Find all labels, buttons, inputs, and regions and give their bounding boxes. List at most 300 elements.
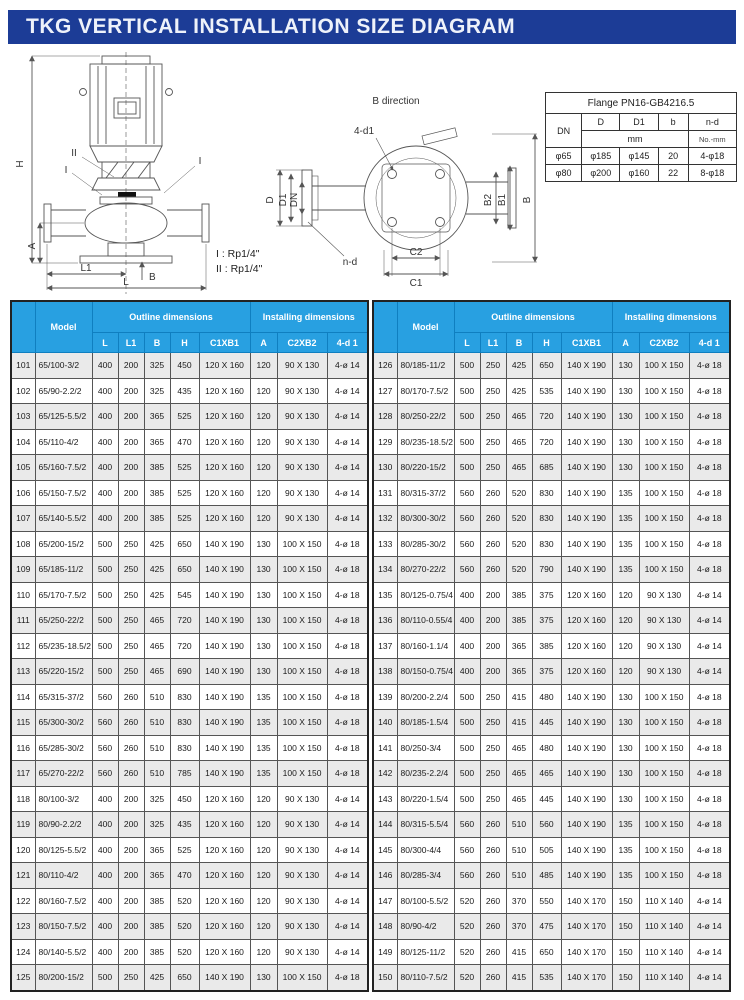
row-number: 124 [11,939,35,965]
dimension-cell: 90 X 130 [277,404,327,430]
header-col-l: L [92,333,118,353]
header-outline: Outline dimensions [92,301,250,333]
dimension-cell: 260 [480,506,506,532]
dimension-cell: 650 [170,557,199,583]
dimension-cell: 4-ø 18 [327,761,368,787]
dimension-cell: 120 [250,429,277,455]
table-row [373,786,730,812]
flange-col-nd: n-d [688,114,736,131]
dimension-cell: 140 X 170 [561,965,612,991]
row-number: 136 [373,608,397,634]
dimension-cell: 110 X 140 [639,965,689,991]
dimension-cell: 140 X 190 [199,659,250,685]
dimension-cell: 135 [250,710,277,736]
row-number: 122 [11,888,35,914]
row-number: 111 [11,608,35,634]
dimension-cell: 4-ø 18 [327,684,368,710]
dimension-cell: 140 X 190 [561,404,612,430]
dimension-cell: 4-ø 14 [689,608,730,634]
dimension-cell: 135 [612,480,639,506]
dimension-cell: 415 [506,965,532,991]
model-cell: 80/90-2.2/2 [35,812,92,838]
dimension-cell: 250 [480,786,506,812]
dimension-cell: 510 [144,684,170,710]
dimension-cell: 375 [532,608,561,634]
dimension-cell: 400 [454,582,480,608]
row-number: 103 [11,404,35,430]
dim-label-l1: L1 [80,263,92,274]
flange-cell: φ185 [582,148,620,165]
dimension-cell: 365 [144,837,170,863]
flange-row [546,148,737,165]
dimension-cell: 325 [144,812,170,838]
dimension-cell: 120 X 160 [199,404,250,430]
header-installing: Installing dimensions [612,301,730,333]
dimension-cell: 520 [170,914,199,940]
dimension-cell: 505 [532,837,561,863]
dimension-cell: 140 X 190 [561,863,612,889]
dimension-cell: 100 X 150 [639,378,689,404]
dimension-cell: 130 [250,582,277,608]
flange-col-b: b [658,114,688,131]
model-cell: 65/185-11/2 [35,557,92,583]
dimension-cell: 120 [250,353,277,379]
dimension-cell: 650 [170,965,199,991]
dimension-cell: 260 [118,735,144,761]
dimension-cell: 120 X 160 [199,353,250,379]
dimension-cell: 140 X 190 [199,582,250,608]
row-number: 147 [373,888,397,914]
row-number: 112 [11,633,35,659]
dimension-cell: 120 [250,786,277,812]
dimension-cell: 90 X 130 [277,863,327,889]
dimension-cell: 4-ø 18 [327,965,368,991]
dimension-cell: 130 [250,531,277,557]
model-cell: 65/100-3/2 [35,353,92,379]
dimension-cell: 385 [532,633,561,659]
dimension-cell: 100 X 150 [639,404,689,430]
dimension-cell: 415 [506,939,532,965]
dimension-cell: 250 [118,965,144,991]
flange-cell: φ160 [620,165,658,182]
dimension-cell: 375 [532,659,561,685]
header-installing: Installing dimensions [250,301,368,333]
dimension-cell: 385 [144,914,170,940]
row-number: 123 [11,914,35,940]
dimension-cell: 100 X 150 [639,812,689,838]
dimension-cell: 120 [612,608,639,634]
dimension-cell: 140 X 190 [199,684,250,710]
dimension-cell: 520 [506,480,532,506]
dimension-cell: 560 [92,710,118,736]
dimension-cell: 4-ø 14 [327,914,368,940]
dimension-cell: 260 [118,710,144,736]
dimension-cell: 450 [170,353,199,379]
dimension-cell: 130 [612,455,639,481]
dimension-cell: 100 X 150 [277,710,327,736]
dimension-cell: 140 X 190 [561,684,612,710]
dimension-cell: 525 [170,455,199,481]
dimension-cell: 135 [612,557,639,583]
row-number: 133 [373,531,397,557]
dimension-cell: 4-ø 18 [689,378,730,404]
header-col-h: H [532,333,561,353]
row-number: 118 [11,786,35,812]
dimension-cell: 4-ø 14 [327,429,368,455]
dimension-cell: 250 [118,608,144,634]
dimension-cell: 260 [480,939,506,965]
dimension-cell: 500 [454,684,480,710]
row-number: 132 [373,506,397,532]
dimension-cell: 4-ø 18 [689,786,730,812]
model-cell: 80/200-2.2/4 [397,684,454,710]
dimension-cell: 150 [612,939,639,965]
dimension-cell: 425 [144,965,170,991]
port-label-i-left: I [64,165,68,176]
header-no-col [373,301,397,353]
dimension-cell: 200 [118,429,144,455]
flange-col-d: D [582,114,620,131]
dimension-cell: 425 [506,378,532,404]
dimension-cell: 140 X 190 [199,761,250,787]
table-row [11,965,368,991]
model-cell: 80/315-5.5/4 [397,812,454,838]
header-col-4d1: 4-d 1 [689,333,730,353]
dimension-cell: 385 [144,480,170,506]
dimension-cell: 140 X 190 [199,735,250,761]
dimension-cell: 120 X 160 [199,863,250,889]
dimension-cell: 200 [118,404,144,430]
dimension-cell: 400 [92,353,118,379]
row-number: 143 [373,786,397,812]
table-row [11,608,368,634]
model-cell: 80/220-1.5/4 [397,786,454,812]
dimension-cell: 4-ø 14 [327,480,368,506]
dimension-cell: 150 [612,888,639,914]
header-col-b: B [144,333,170,353]
row-number: 109 [11,557,35,583]
dimension-cell: 510 [506,812,532,838]
dimension-cell: 200 [118,863,144,889]
dimension-cell: 200 [480,659,506,685]
dimension-cell: 250 [480,710,506,736]
dimension-cell: 135 [250,684,277,710]
dimension-cell: 150 [612,914,639,940]
row-number: 140 [373,710,397,736]
dimension-cell: 100 X 150 [639,353,689,379]
flange-cell: φ145 [620,148,658,165]
dimension-cell: 510 [506,837,532,863]
dimension-cell: 140 X 190 [561,429,612,455]
dimension-cell: 90 X 130 [277,378,327,404]
dimension-cell: 260 [480,863,506,889]
row-number: 126 [373,353,397,379]
dimension-cell: 4-ø 18 [327,735,368,761]
dimension-cell: 325 [144,378,170,404]
dimension-cell: 520 [454,965,480,991]
row-number: 125 [11,965,35,991]
table-row [373,455,730,481]
dimension-cell: 425 [144,557,170,583]
model-cell: 80/185-1.5/4 [397,710,454,736]
dimension-cell: 720 [170,608,199,634]
dimension-cell: 535 [532,378,561,404]
b-direction-title: B direction [372,96,420,107]
dimension-cell: 520 [454,888,480,914]
flange-cell: φ200 [582,165,620,182]
dimension-cell: 130 [250,659,277,685]
flange-cell: 8-φ18 [688,165,736,182]
dimension-cell: 400 [92,786,118,812]
dim-label-d1: D1 [278,193,289,207]
dimension-cell: 200 [118,812,144,838]
model-cell: 80/100-3/2 [35,786,92,812]
dimension-cell: 4-ø 14 [327,506,368,532]
dimension-cell: 140 X 190 [561,353,612,379]
dimension-cell: 260 [480,888,506,914]
dimension-cell: 120 X 160 [199,812,250,838]
dimension-cell: 135 [612,506,639,532]
row-number: 120 [11,837,35,863]
dimension-cell: 140 X 190 [561,378,612,404]
model-cell: 65/315-37/2 [35,684,92,710]
table-row [373,404,730,430]
table-row [373,684,730,710]
dimension-cell: 100 X 150 [639,735,689,761]
diagram-zone [0,44,744,296]
row-number: 139 [373,684,397,710]
row-number: 144 [373,812,397,838]
table-row [11,914,368,940]
model-cell: 80/270-22/2 [397,557,454,583]
table-row [11,710,368,736]
dimension-cell: 4-ø 18 [689,404,730,430]
dimension-cell: 535 [532,965,561,991]
dimension-cell: 100 X 150 [277,633,327,659]
header-col-4d1: 4-d 1 [327,333,368,353]
dimension-cell: 200 [118,506,144,532]
row-number: 113 [11,659,35,685]
dimension-cell: 560 [454,863,480,889]
header-col-l1: L1 [480,333,506,353]
dim-label-dn: DN [289,192,300,208]
model-cell: 80/125-0.75/4 [397,582,454,608]
table-row [11,480,368,506]
table-row [11,761,368,787]
row-number: 115 [11,710,35,736]
dimension-cell: 500 [92,633,118,659]
dimension-cell: 500 [92,965,118,991]
dimension-cell: 200 [118,939,144,965]
header-col-h: H [170,333,199,353]
dimension-cell: 130 [250,633,277,659]
dimension-cell: 400 [92,506,118,532]
dimension-cell: 260 [480,480,506,506]
table-row [11,939,368,965]
dimension-cell: 385 [144,455,170,481]
dimension-cell: 4-ø 14 [327,786,368,812]
dimension-cell: 200 [118,480,144,506]
row-number: 149 [373,939,397,965]
model-cell: 80/160-1.1/4 [397,633,454,659]
header-no-col [11,301,35,353]
flange-table-title: Flange PN16-GB4216.5 [546,93,737,114]
dimension-cell: 100 X 150 [277,965,327,991]
dimension-cell: 250 [480,455,506,481]
dimension-cell: 830 [170,735,199,761]
port-note-ii: II : Rp1/4" [216,263,263,275]
dimension-cell: 135 [612,837,639,863]
dimension-cell: 100 X 150 [277,582,327,608]
model-cell: 65/285-30/2 [35,735,92,761]
dimension-cell: 140 X 190 [199,965,250,991]
dimension-cell: 4-ø 18 [689,837,730,863]
dimension-cell: 250 [480,735,506,761]
dimension-cell: 250 [118,531,144,557]
dimension-cell: 90 X 130 [277,455,327,481]
dimension-cell: 500 [454,455,480,481]
dimension-cell: 90 X 130 [277,914,327,940]
dimension-cell: 830 [170,710,199,736]
dimension-cell: 200 [480,633,506,659]
flange-row [546,165,737,182]
dimension-cell: 120 X 160 [199,429,250,455]
dimension-cell: 4-ø 18 [327,582,368,608]
dimension-cell: 130 [250,608,277,634]
dimension-cell: 120 [250,506,277,532]
dimension-cell: 400 [92,378,118,404]
table-row [373,557,730,583]
dimension-cell: 4-ø 18 [327,659,368,685]
dimension-cell: 90 X 130 [277,837,327,863]
header-col-c2xb2: C2XB2 [639,333,689,353]
dimension-cell: 365 [506,633,532,659]
dimension-cell: 365 [506,659,532,685]
port-thread-notes [216,247,262,277]
table-row [373,761,730,787]
model-cell: 80/250-22/2 [397,404,454,430]
dimension-cell: 250 [480,761,506,787]
model-cell: 65/160-7.5/2 [35,455,92,481]
dimension-cell: 365 [144,863,170,889]
dimension-cell: 100 X 150 [639,863,689,889]
dimension-cell: 100 X 150 [639,786,689,812]
dimension-cell: 500 [454,710,480,736]
dimension-cell: 100 X 150 [277,557,327,583]
dimension-cell: 100 X 150 [639,531,689,557]
model-cell: 65/140-5.5/2 [35,506,92,532]
dimension-cell: 250 [118,557,144,583]
row-number: 117 [11,761,35,787]
table-row [373,353,730,379]
dimension-cell: 370 [506,914,532,940]
dimension-cell: 140 X 190 [561,837,612,863]
dim-label-c1: C1 [409,278,423,289]
model-cell: 80/235-2.2/4 [397,761,454,787]
dimension-cell: 500 [454,404,480,430]
table-row [373,888,730,914]
dimension-cell: 400 [454,608,480,634]
dimension-cell: 135 [612,531,639,557]
table-row [11,684,368,710]
model-cell: 65/200-15/2 [35,531,92,557]
dim-label-c2: C2 [409,247,423,258]
dimension-cell: 135 [612,812,639,838]
model-cell: 65/90-2.2/2 [35,378,92,404]
dimension-cell: 140 X 190 [561,557,612,583]
dimension-cell: 90 X 130 [277,786,327,812]
dimension-cell: 140 X 190 [199,608,250,634]
dimension-cell: 4-ø 14 [327,378,368,404]
model-cell: 80/285-3/4 [397,863,454,889]
table-row [11,837,368,863]
model-cell: 80/200-15/2 [35,965,92,991]
dim-label-b1: B1 [497,193,508,207]
dimension-cell: 465 [144,659,170,685]
model-cell: 80/285-30/2 [397,531,454,557]
dimension-cell: 120 [250,480,277,506]
model-cell: 80/125-5.5/2 [35,837,92,863]
dimension-cell: 90 X 130 [639,608,689,634]
table-row [373,429,730,455]
table-row [11,531,368,557]
dimension-cell: 465 [506,735,532,761]
table-row [11,353,368,379]
dimension-cell: 400 [92,429,118,455]
row-number: 128 [373,404,397,430]
dimension-cell: 100 X 150 [639,761,689,787]
dimension-cell: 140 X 190 [561,480,612,506]
dimension-cell: 4-ø 18 [327,608,368,634]
dimension-cell: 135 [250,761,277,787]
row-number: 105 [11,455,35,481]
dimension-cell: 520 [454,939,480,965]
dimension-cell: 465 [506,786,532,812]
dimension-cell: 400 [92,837,118,863]
dimension-cell: 400 [92,404,118,430]
dimension-cell: 520 [506,531,532,557]
dimension-cell: 500 [454,761,480,787]
header-col-l1: L1 [118,333,144,353]
dimension-cell: 4-ø 18 [327,633,368,659]
dimension-cell: 400 [454,659,480,685]
dimension-cell: 120 X 160 [561,608,612,634]
dimension-cell: 4-ø 18 [689,863,730,889]
dimension-cell: 4-ø 18 [689,353,730,379]
dimension-cell: 465 [532,761,561,787]
dimension-cell: 260 [480,812,506,838]
dimension-cell: 510 [144,710,170,736]
model-cell: 80/110-7.5/2 [397,965,454,991]
table-row [373,710,730,736]
dimension-cell: 4-ø 14 [327,888,368,914]
dimension-cell: 135 [612,863,639,889]
dimension-cell: 100 X 150 [639,429,689,455]
dimension-cell: 365 [144,429,170,455]
model-cell: 65/125-5.5/2 [35,404,92,430]
dimension-cell: 4-ø 18 [689,455,730,481]
dimension-cell: 520 [170,939,199,965]
header-col-c2xb2: C2XB2 [277,333,327,353]
dimension-cell: 325 [144,353,170,379]
table-row [11,888,368,914]
dimension-cell: 100 X 150 [639,684,689,710]
dimension-cell: 90 X 130 [277,812,327,838]
table-row [11,557,368,583]
dimension-cell: 100 X 150 [639,837,689,863]
dimension-cell: 150 [612,965,639,991]
row-number: 119 [11,812,35,838]
